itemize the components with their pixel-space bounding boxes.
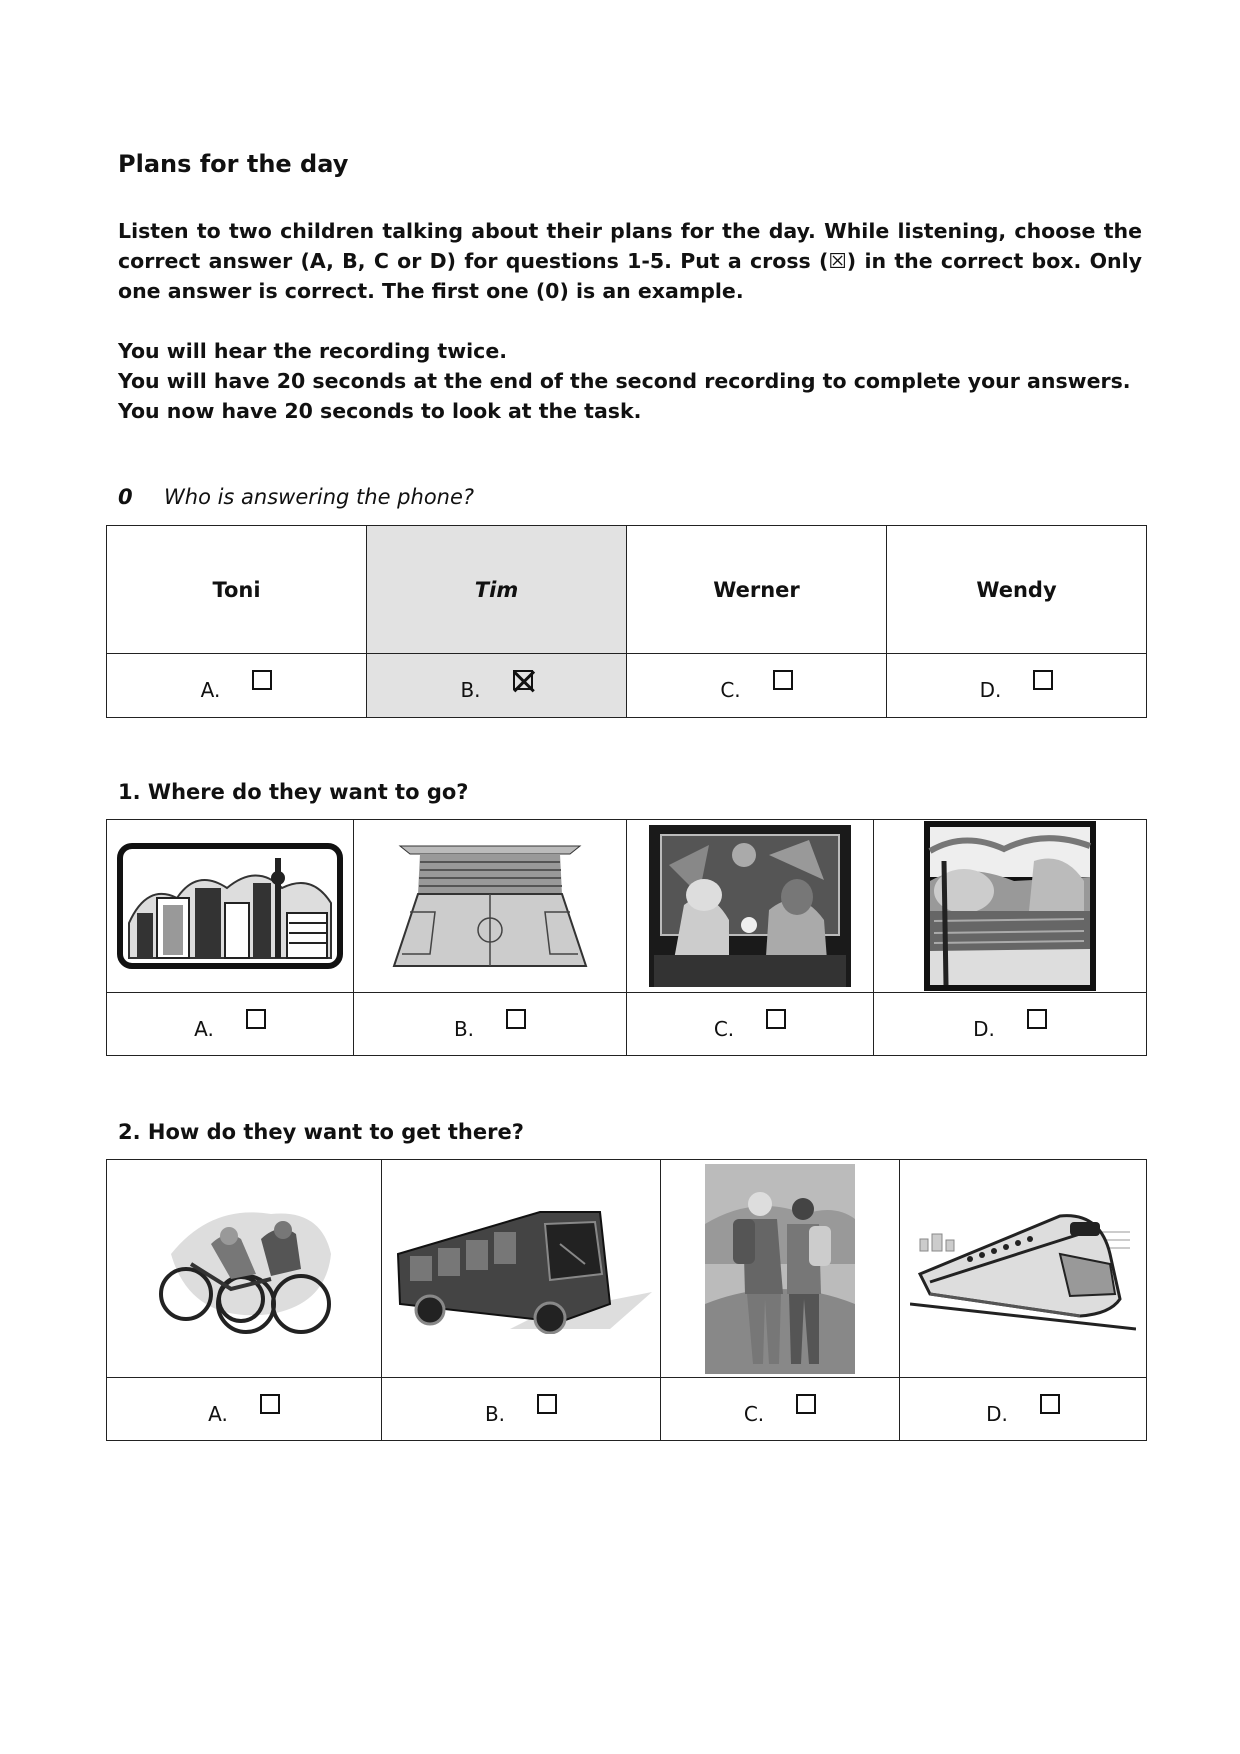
- answer-checkbox[interactable]: [537, 1394, 557, 1414]
- option-name: Wendy: [887, 526, 1147, 654]
- cinema-audience-icon: [649, 825, 851, 987]
- option-cell: [874, 993, 1147, 1056]
- option-cell: [900, 1378, 1147, 1441]
- option-image-cell: [661, 1160, 900, 1378]
- answer-checkbox[interactable]: [1027, 1009, 1047, 1029]
- option-name: Werner: [627, 526, 887, 654]
- option-letter: C.: [713, 1016, 735, 1041]
- answer-checkbox[interactable]: [773, 670, 793, 690]
- note-line: You will have 20 seconds at the end of the second recording to complete your answers.: [118, 369, 1131, 393]
- cyclists-icon: [151, 1194, 337, 1344]
- option-letter: A.: [200, 678, 221, 703]
- option-cell: [627, 993, 874, 1056]
- answer-checkbox-checked[interactable]: [513, 670, 533, 690]
- option-cell: [107, 654, 367, 718]
- option-name: Tim: [367, 526, 627, 654]
- option-cell: [367, 654, 627, 718]
- answer-checkbox[interactable]: [252, 670, 272, 690]
- page-title: Plans for the day: [118, 150, 349, 178]
- option-name: Toni: [107, 526, 367, 654]
- answer-checkbox[interactable]: [246, 1009, 266, 1029]
- option-letter: B.: [460, 678, 481, 703]
- note-line: You will hear the recording twice.: [118, 339, 508, 363]
- train-icon: [910, 1204, 1136, 1334]
- option-letter: D.: [986, 1401, 1008, 1426]
- question-2-label: 2. How do they want to get there?: [118, 1120, 524, 1144]
- answer-checkbox[interactable]: [766, 1009, 786, 1029]
- answer-checkbox[interactable]: [506, 1009, 526, 1029]
- lake-landscape-icon: [924, 821, 1096, 991]
- answer-checkbox[interactable]: [260, 1394, 280, 1414]
- football-stadium-icon: [390, 842, 590, 970]
- option-letter: A.: [194, 1016, 214, 1041]
- option-cell: [887, 654, 1147, 718]
- question-1-label: 1. Where do they want to go?: [118, 780, 469, 804]
- example-number: 0: [118, 485, 133, 509]
- question-2-table: [106, 1159, 1147, 1441]
- option-image-cell: [382, 1160, 661, 1378]
- option-cell: [382, 1378, 661, 1441]
- option-image-cell: [627, 820, 874, 993]
- option-cell: [627, 654, 887, 718]
- notes: [118, 336, 1131, 426]
- option-image-cell: [107, 820, 354, 993]
- hikers-icon: [705, 1164, 855, 1374]
- option-cell: [107, 1378, 382, 1441]
- option-cell: [107, 993, 354, 1056]
- option-letter: B.: [484, 1401, 506, 1426]
- answer-checkbox[interactable]: [1033, 670, 1053, 690]
- option-letter: A.: [208, 1401, 228, 1426]
- answer-checkbox[interactable]: [796, 1394, 816, 1414]
- option-letter: C.: [743, 1401, 765, 1426]
- option-letter: D.: [979, 678, 1002, 703]
- example-question: [118, 485, 474, 509]
- example-table: [106, 525, 1147, 718]
- example-question-text: Who is answering the phone?: [164, 485, 475, 509]
- option-letter: B.: [453, 1016, 475, 1041]
- option-letter: D.: [973, 1016, 995, 1041]
- city-skyline-icon: [117, 843, 343, 969]
- option-cell: [661, 1378, 900, 1441]
- option-image-cell: [900, 1160, 1147, 1378]
- answer-checkbox[interactable]: [1040, 1394, 1060, 1414]
- option-image-cell: [107, 1160, 382, 1378]
- note-line: You now have 20 seconds to look at the task.: [118, 399, 642, 423]
- option-letter: C.: [720, 678, 741, 703]
- option-image-cell: [354, 820, 627, 993]
- bus-icon: [390, 1204, 652, 1334]
- option-cell: [354, 993, 627, 1056]
- option-image-cell: [874, 820, 1147, 993]
- question-1-table: [106, 819, 1147, 1056]
- instructions: Listen to two children talking about their plans for the day. While listening, choose the correct answer (A, B, C or D) for questions 1-5. Put a cross (☒) in the correct box. Only one answer is correct. The first one (0) is an example.: [118, 219, 1142, 303]
